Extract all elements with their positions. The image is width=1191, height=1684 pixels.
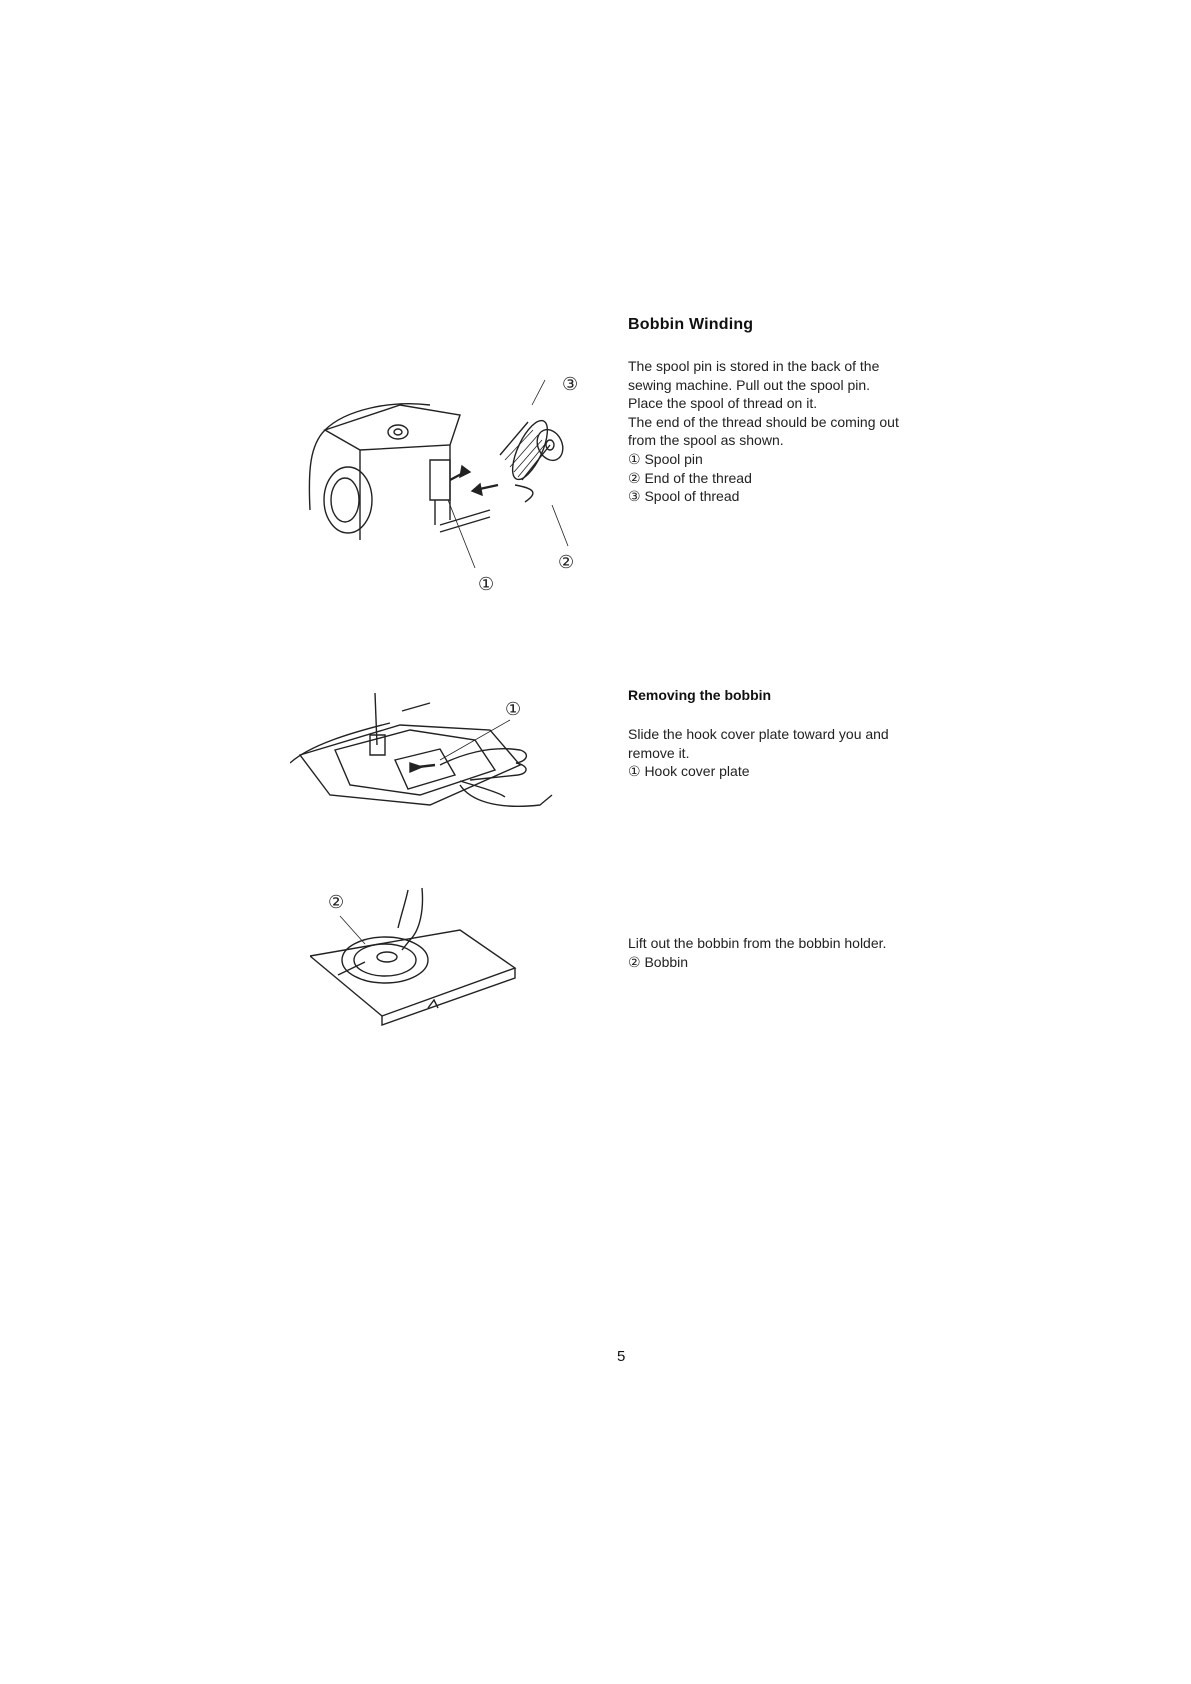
lift-bobbin-text [628,934,958,971]
callout-2: ② [328,892,345,913]
callout-3: ③ [562,374,579,395]
text-line: Lift out the bobbin from the bobbin holder. [628,935,887,951]
removing-bobbin-heading: Removing the bobbin [628,687,772,703]
text-line: from the spool as shown. [628,432,784,449]
text-line: The end of the thread should be coming out [628,413,899,430]
callout-1: ① [505,699,522,720]
text-line: remove it. [628,744,690,761]
text-line: Slide the hook cover plate toward you and [628,726,889,742]
legend-spool-of-thread: ③ Spool of thread [628,488,740,505]
spool-pin-illustration [300,360,600,600]
bobbin-winding-text [628,357,958,506]
bobbin-winding-heading: Bobbin Winding [628,316,754,333]
text-line: Place the spool of thread on it. [628,395,818,412]
removing-bobbin-text [628,725,958,781]
legend-thread-end: ② End of the thread [628,469,752,486]
legend-hook-cover-plate: ① Hook cover plate [628,763,750,780]
legend-spool-pin: ① Spool pin [628,450,703,467]
legend-bobbin: ② Bobbin [628,953,689,970]
hook-cover-plate-illustration [290,685,570,845]
text-line: The spool pin is stored in the back of the [628,358,880,374]
page-number: 5 [617,1348,626,1365]
bobbin-removal-illustration [310,880,550,1040]
callout-2: ② [558,552,575,573]
text-line: sewing machine. Pull out the spool pin. [628,376,871,393]
callout-1: ① [478,574,495,595]
